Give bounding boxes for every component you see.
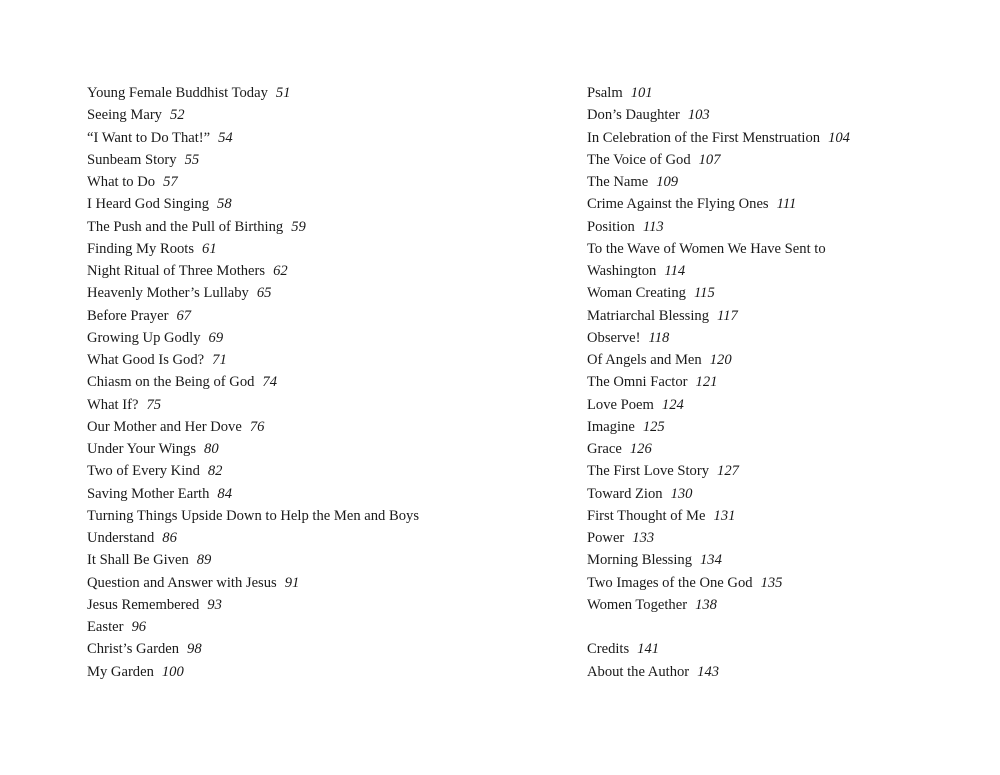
toc-entry bbox=[587, 416, 987, 438]
toc-entry bbox=[87, 572, 527, 594]
toc-entry bbox=[587, 394, 987, 416]
toc-left-column bbox=[87, 82, 527, 683]
toc-entry-page-number: 107 bbox=[698, 151, 721, 168]
toc-entry bbox=[87, 193, 527, 215]
toc-entry-page-number: 93 bbox=[207, 596, 222, 613]
toc-entry-page-number: 75 bbox=[146, 396, 162, 413]
toc-entry-page-number: 84 bbox=[217, 485, 232, 502]
toc-entry bbox=[87, 616, 527, 638]
toc-right-column bbox=[587, 82, 987, 683]
toc-entry-page-number: 143 bbox=[697, 663, 720, 680]
toc-entry-page-number: 89 bbox=[196, 552, 212, 569]
toc-entry-page-number: 69 bbox=[208, 329, 224, 346]
toc-entry-page-number: 120 bbox=[709, 352, 732, 368]
toc-entry-title: Turning Things Upside Down to Help the Men and Boys bbox=[87, 507, 420, 524]
toc-entry-page-number: 133 bbox=[632, 530, 655, 546]
toc-entry-page-number: 131 bbox=[713, 507, 736, 524]
toc-entry-title: Saving Mother Earth bbox=[87, 485, 210, 502]
toc-entry-page-number: 141 bbox=[637, 641, 660, 658]
toc-entry-title: Washington bbox=[587, 263, 657, 279]
toc-entry-page-number: 101 bbox=[630, 85, 653, 101]
toc-entry bbox=[587, 594, 987, 616]
toc-entry bbox=[587, 572, 987, 594]
toc-entry-title: Before Prayer bbox=[87, 307, 169, 324]
toc-entry-title: First Thought of Me bbox=[587, 507, 706, 524]
toc-entry-title: Observe! bbox=[587, 329, 641, 346]
toc-entry-page-number: 51 bbox=[275, 85, 291, 101]
toc-entry bbox=[87, 82, 527, 104]
toc-entry-title: I Heard God Singing bbox=[87, 196, 210, 213]
toc-entry-title: Credits bbox=[587, 641, 630, 658]
toc-entry bbox=[87, 371, 527, 393]
toc-entry bbox=[587, 460, 987, 482]
toc-entry-title: Christ’s Garden bbox=[87, 641, 180, 658]
toc-entry-title: Young Female Buddhist Today bbox=[87, 85, 268, 101]
toc-entry-page-number: 126 bbox=[629, 441, 652, 457]
toc-entry bbox=[87, 527, 527, 549]
toc-entry bbox=[87, 238, 527, 260]
toc-entry-title: The First Love Story bbox=[587, 463, 710, 480]
toc-entry bbox=[587, 127, 987, 149]
toc-entry-title: Seeing Mary bbox=[87, 107, 162, 124]
toc-entry bbox=[87, 638, 527, 660]
toc-entry-page-number: 86 bbox=[162, 530, 177, 546]
toc-entry-title: Love Poem bbox=[587, 396, 654, 413]
toc-entry-title: Understand bbox=[87, 530, 155, 546]
toc-entry-title: Sunbeam Story bbox=[87, 151, 177, 168]
toc-entry-page-number: 121 bbox=[695, 374, 718, 391]
toc-entry-title: Don’s Daughter bbox=[587, 107, 680, 124]
toc-entry bbox=[587, 305, 987, 327]
toc-entry-page-number: 55 bbox=[184, 151, 200, 168]
toc-entry-page-number: 82 bbox=[207, 463, 223, 480]
toc-entry bbox=[587, 438, 987, 460]
toc-entry-page-number: 125 bbox=[642, 418, 665, 435]
toc-entry bbox=[587, 349, 987, 371]
toc-entry-title: Heavenly Mother’s Lullaby bbox=[87, 285, 249, 302]
toc-entry-page-number: 118 bbox=[648, 329, 670, 346]
toc-entry-title: Two of Every Kind bbox=[87, 463, 200, 480]
toc-entry-title: Psalm bbox=[587, 85, 623, 101]
toc-entry-page-number: 52 bbox=[169, 107, 185, 124]
toc-entry-title: About the Author bbox=[587, 663, 690, 680]
toc-entry bbox=[87, 460, 527, 482]
toc-entry-page-number: 103 bbox=[687, 107, 710, 124]
toc-entry-title: Of Angels and Men bbox=[587, 352, 702, 368]
toc-entry-page-number: 59 bbox=[291, 218, 306, 235]
toc-entry-page-number: 96 bbox=[131, 619, 147, 635]
toc-entry-title: The Name bbox=[587, 174, 649, 190]
toc-entry-title: Woman Creating bbox=[587, 285, 686, 302]
toc-entry-title: Imagine bbox=[587, 418, 635, 435]
toc-entry-page-number: 113 bbox=[642, 218, 664, 235]
toc-entry-title: The Voice of God bbox=[587, 151, 691, 168]
toc-entry bbox=[587, 238, 987, 260]
toc-entry bbox=[587, 193, 987, 215]
toc-entry bbox=[87, 349, 527, 371]
toc-entry-page-number: 58 bbox=[217, 196, 232, 213]
toc-entry bbox=[87, 171, 527, 193]
toc-entry bbox=[87, 505, 527, 527]
toc-entry-page-number: 61 bbox=[202, 240, 217, 257]
toc-entry-page-number: 115 bbox=[693, 285, 715, 302]
toc-entry-page-number: 135 bbox=[760, 574, 783, 591]
toc-entry-title: It Shall Be Given bbox=[87, 552, 189, 569]
toc-entry-title: Women Together bbox=[587, 596, 688, 613]
toc-entry-title: Under Your Wings bbox=[87, 441, 197, 457]
toc-entry bbox=[87, 104, 527, 126]
toc-entry-title: The Push and the Pull of Birthing bbox=[87, 218, 284, 235]
toc-entry-page-number: 67 bbox=[176, 307, 192, 324]
toc-entry-page-number: 100 bbox=[161, 663, 184, 680]
toc-entry-page-number: 74 bbox=[262, 374, 278, 391]
toc-entry bbox=[587, 661, 987, 683]
toc-entry-title: What to Do bbox=[87, 174, 156, 190]
toc-entry-page-number: 76 bbox=[249, 418, 265, 435]
toc-entry-title: Crime Against the Flying Ones bbox=[587, 196, 769, 213]
toc-entry bbox=[87, 438, 527, 460]
toc-entry-page-number: 104 bbox=[828, 129, 850, 146]
toc-entry bbox=[87, 127, 527, 149]
toc-entry-title: Night Ritual of Three Mothers bbox=[87, 263, 266, 279]
toc-entry-title: To the Wave of Women We Have Sent to bbox=[587, 240, 826, 257]
toc-entry-title: Morning Blessing bbox=[587, 552, 692, 569]
toc-entry-title: Finding My Roots bbox=[87, 240, 195, 257]
toc-entry-title: The Omni Factor bbox=[587, 374, 688, 391]
toc-entry bbox=[87, 483, 527, 505]
toc-entry bbox=[87, 416, 527, 438]
toc-entry bbox=[87, 327, 527, 349]
toc-entry bbox=[587, 483, 987, 505]
toc-entry-title: Easter bbox=[87, 619, 124, 635]
toc-entry-page-number: 57 bbox=[163, 174, 178, 190]
toc-entry bbox=[587, 216, 987, 238]
toc-entry-title: Position bbox=[587, 218, 635, 235]
toc-entry-title: What If? bbox=[87, 396, 139, 413]
toc-entry bbox=[87, 282, 527, 304]
toc-entry-title: “I Want to Do That!” bbox=[87, 129, 211, 146]
toc-entry bbox=[87, 594, 527, 616]
toc-entry-page-number: 109 bbox=[656, 174, 679, 190]
toc-entry bbox=[87, 149, 527, 171]
toc-entry bbox=[87, 394, 527, 416]
toc-entry-title: Toward Zion bbox=[587, 485, 663, 502]
toc-entry-page-number: 117 bbox=[717, 307, 738, 324]
toc-entry bbox=[587, 104, 987, 126]
toc-entry-title: My Garden bbox=[87, 663, 154, 680]
toc-entry-title: Two Images of the One God bbox=[587, 574, 753, 591]
toc-entry bbox=[587, 371, 987, 393]
toc-entry-page-number: 71 bbox=[212, 352, 227, 368]
toc-entry-page-number: 111 bbox=[776, 196, 797, 213]
toc-entry bbox=[587, 149, 987, 171]
toc-entry-title: Our Mother and Her Dove bbox=[87, 418, 242, 435]
toc-entry bbox=[587, 505, 987, 527]
toc-entry-page-number: 54 bbox=[218, 129, 233, 146]
toc-entry bbox=[87, 260, 527, 282]
toc-entry bbox=[587, 327, 987, 349]
toc-entry bbox=[587, 260, 987, 282]
toc-entry-page-number: 127 bbox=[717, 463, 739, 480]
toc-entry bbox=[587, 527, 987, 549]
toc-entry bbox=[87, 661, 527, 683]
toc-entry-title: Jesus Remembered bbox=[87, 596, 200, 613]
toc-entry-title: Power bbox=[587, 530, 625, 546]
toc-entry-title: Growing Up Godly bbox=[87, 329, 201, 346]
toc-entry-page-number: 91 bbox=[284, 574, 300, 591]
toc-entry-page-number: 138 bbox=[695, 596, 717, 613]
toc-entry bbox=[587, 549, 987, 571]
toc-entry-title: Grace bbox=[587, 441, 622, 457]
toc-entry-title: In Celebration of the First Menstruation bbox=[587, 129, 821, 146]
toc-entry bbox=[587, 282, 987, 304]
toc-entry-page-number: 62 bbox=[273, 263, 288, 279]
toc-entry bbox=[587, 171, 987, 193]
toc-entry-title: What Good Is God? bbox=[87, 352, 205, 368]
toc-entry bbox=[87, 216, 527, 238]
toc-entry-title: Question and Answer with Jesus bbox=[87, 574, 277, 591]
toc-entry-page-number: 65 bbox=[256, 285, 272, 302]
toc-entry-page-number: 114 bbox=[664, 263, 686, 279]
toc-entry-page-number: 134 bbox=[700, 552, 722, 569]
toc-entry-page-number: 130 bbox=[670, 485, 693, 502]
toc-entry-page-number: 80 bbox=[204, 441, 219, 457]
toc-entry-page-number: 98 bbox=[187, 641, 202, 658]
toc-entry bbox=[587, 82, 987, 104]
toc-entry-title: Matriarchal Blessing bbox=[587, 307, 709, 324]
toc-entry bbox=[87, 549, 527, 571]
toc-entry-title: Chiasm on the Being of God bbox=[87, 374, 255, 391]
toc-entry bbox=[87, 305, 527, 327]
toc-entry bbox=[587, 638, 987, 660]
toc-entry-page-number: 124 bbox=[661, 396, 684, 413]
